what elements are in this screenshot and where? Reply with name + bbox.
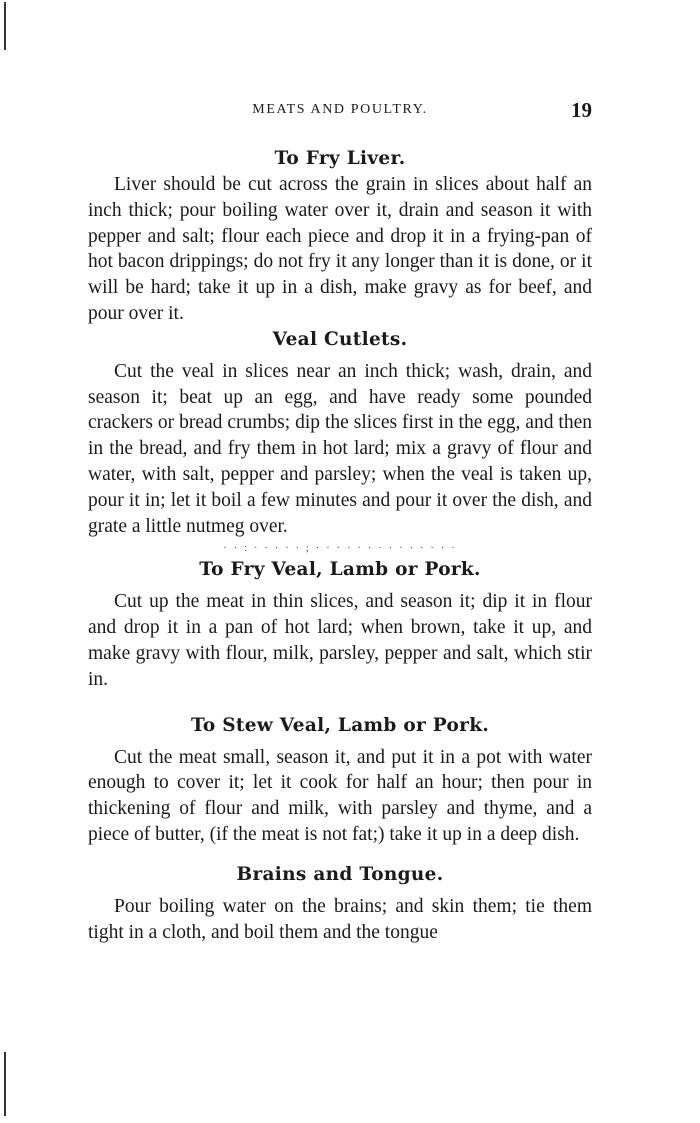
scan-edge-mark bbox=[4, 2, 6, 50]
print-bleed-through: · · : · · · · · ; · · · · · · · · · · · · · · bbox=[223, 542, 457, 555]
recipe-heading: To Stew Veal, Lamb or Pork. bbox=[190, 714, 490, 736]
recipe-text: Liver should be cut across the grain in slices about half an inch thick; pour boiling water over it, drain and season it with pepper and salt; flour each piece and drop it in a frying-pan of hot bacon drippings; do not fry it any longer than it is done, or it will be hard; take it up in a dish, make gravy as for beef, and pour over it. bbox=[88, 174, 592, 324]
recipe-heading: To Fry Liver. bbox=[274, 148, 406, 169]
recipe-heading: Veal Cutlets. bbox=[272, 328, 408, 350]
recipe-text: Cut the veal in slices near an inch thick; wash, drain, and season it; beat up an egg, and have ready some pounded crackers or bread crumbs; dip the slices first in the egg, and then in the bread, and fry them in hot lard; mix a gravy of flour and water, with salt, pepper and parsley; when the veal is taken up, pour it in; let it boil a few minutes and pour it over the dish, and grate a little nutmeg over. bbox=[88, 360, 592, 537]
scan-edge-mark bbox=[4, 1052, 6, 1116]
running-title: MEATS AND POULTRY. bbox=[252, 102, 428, 117]
recipe-text: Cut the meat small, season it, and put it in a pot with water enough to cover it; let it cook for half an hour; then pour in thickening of flour and milk, with parsley and thyme, and a piece of butter, (if the meat is not fat;) take it up in a deep dish. bbox=[88, 746, 592, 845]
recipe-text: Pour boiling water on the brains; and skin them; tie them tight in a cloth, and boil them and the tongue bbox=[88, 895, 592, 943]
recipe-heading: To Fry Veal, Lamb or Pork. bbox=[199, 559, 481, 581]
running-head bbox=[88, 98, 592, 124]
page-content bbox=[88, 146, 592, 945]
recipe-text: Cut up the meat in thin slices, and season it; dip it in flour and drop it in a pan of hot lard; when brown, take it up, and make gravy with flour, milk, parsley, pepper and salt, which stir in. bbox=[88, 591, 592, 690]
page-number: 19 bbox=[571, 98, 592, 122]
recipe-heading: Brains and Tongue. bbox=[236, 863, 444, 885]
